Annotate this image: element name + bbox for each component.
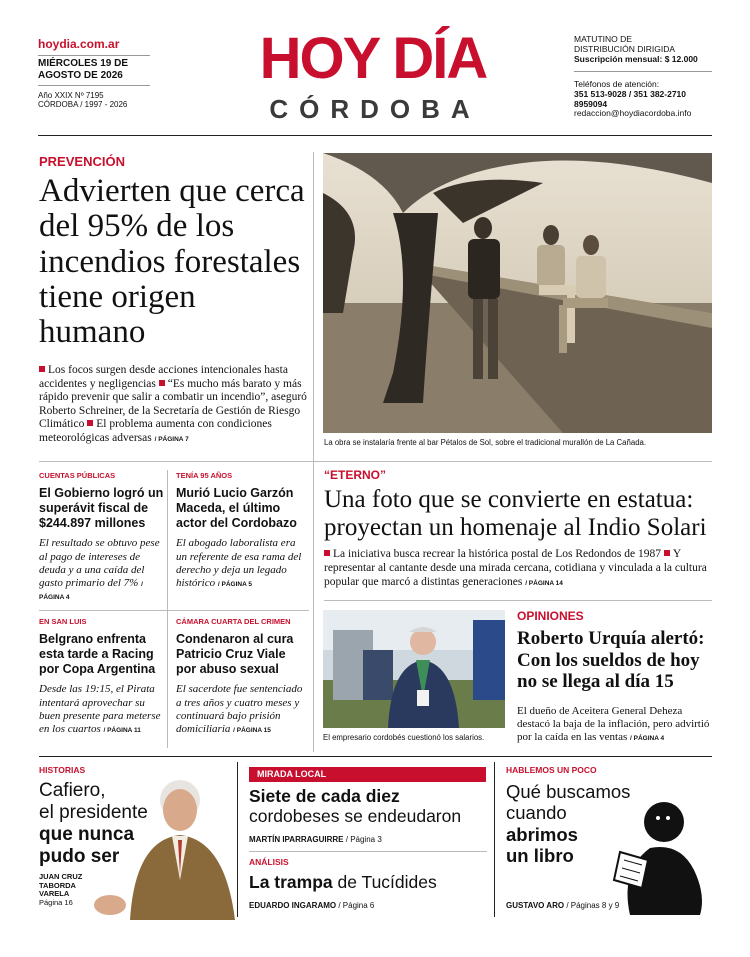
analisis-kicker: ANÁLISIS xyxy=(249,857,289,867)
solari-summary: La iniciativa busca recrear la histórica postal de Los Redondos de 1987 Y representar al cantante desde una mirada cercana, cotidiana y vinculada a la cultura popular que marcó a distintas generaciones / PÁGINA 14 xyxy=(324,548,707,588)
brief-garzon[interactable]: TENÍA 95 AÑOS Murió Lucio Garzón Maceda, el último actor del Cordobazo El abogado laboralista era un referente de esa rama del derecho y deja un legado histórico / PÁGINA 5 xyxy=(176,471,302,589)
mirada-kicker: MIRADA LOCAL xyxy=(249,767,486,782)
historias-author: JUAN CRUZ TABORDA VARELA Página 16 xyxy=(39,872,83,907)
mirada-author: MARTÍN IPARRAGUIRRE / Página 3 xyxy=(249,835,382,844)
solari-photo[interactable] xyxy=(323,153,712,433)
cafiero-portrait xyxy=(90,770,235,920)
urquia-headline[interactable]: Roberto Urquía alertó: Con los sueldos de hoy no se llega al día 15 xyxy=(517,628,705,693)
mirada-headline[interactable]: Siete de cada diez cordobeses se endeudaron xyxy=(249,786,462,827)
brief-fiscal[interactable]: CUENTAS PÚBLICAS El Gobierno logró un superávit fiscal de $244.897 millones El resultado se obtuvo pese al pago de intereses de deuda y a una caída del gasto primario del 7% / PÁGINA 4 xyxy=(39,471,164,602)
cafiero-image xyxy=(90,770,235,920)
urquia-photo[interactable] xyxy=(323,610,505,728)
lead-kicker: PREVENCIÓN xyxy=(39,154,125,169)
brief-belgrano[interactable]: EN SAN LUIS Belgrano enfrenta esta tarde a Racing por Copa Argentina Desde las 19:15, el Pirata intentará aprovechar su buen presente para meterse en los cuartos / PÁGINA 11 xyxy=(39,617,161,735)
sepia-photo-image xyxy=(323,153,712,433)
brief-viale[interactable]: CÁMARA CUARTA DEL CRIMEN Condenaron al cura Patricio Cruz Viale por abuso sexual El sacerdote fue sentenciado a tres años y cuatro meses y continuará bajo prisión domiciliaria / PÁGINA 15 xyxy=(176,617,303,735)
historias-kicker: HISTORIAS xyxy=(39,765,86,775)
historias-headline[interactable]: Cafiero, el presidente que nunca pudo ser xyxy=(39,780,148,867)
hablemos-kicker: HABLEMOS UN POCO xyxy=(506,765,597,775)
issue-info: Año XXIX Nº 7195 CÓRDOBA / 1997 - 2026 xyxy=(38,91,128,110)
solari-kicker: “ETERNO” xyxy=(324,468,387,482)
email-link[interactable]: redaccion@hoydiacordoba.info xyxy=(574,108,692,119)
distribution-info: MATUTINO DE DISTRIBUCIÓN DIRIGIDA Suscripción mensual: $ 12.000 xyxy=(574,34,698,64)
solari-headline[interactable]: Una foto que se convierte en estatua: proyectan un homenaje al Indio Solari xyxy=(324,486,707,541)
reader-image xyxy=(590,800,714,915)
urquia-caption: El empresario cordobés cuestionó los salarios. xyxy=(323,733,485,742)
analisis-author: EDUARDO INGARAMO / Página 6 xyxy=(249,901,375,910)
edition-date: MIÉRCOLES 19 DE AGOSTO DE 2026 xyxy=(38,58,129,81)
logo-main: HOY DÍA xyxy=(259,26,487,91)
urquia-photo-image xyxy=(323,610,505,728)
opiniones-kicker: OPINIONES xyxy=(517,609,584,623)
logo-sub: CÓRDOBA xyxy=(269,94,481,124)
lead-summary: Los focos surgen desde acciones intencionales hasta accidentes y negligencias “Es mucho más barato y más rápido prevenir que salir a combatir un incendio”, aseguró Roberto Schreiner, de la Secretaría de Gestión de Riesgo Climático El problema aumenta con condiciones meteorológicas adversas / PÁGINA 7 xyxy=(39,364,307,444)
reader-illustration xyxy=(590,800,714,915)
contact-info: Teléfonos de atención: 351 513-9028 / 351 382-2710 8959094 redaccion@hoydiacordoba.info xyxy=(574,79,692,119)
lead-headline[interactable]: Advierten que cerca del 95% de los incendios forestales tiene origen humano xyxy=(39,173,305,351)
urquia-summary: El dueño de Aceitera General Deheza destacó la baja de la inflación, pero advirtió por la caída en las ventas / PÁGINA 4 xyxy=(517,705,710,744)
site-url[interactable]: hoydia.com.ar xyxy=(38,37,120,51)
analisis-headline[interactable]: La trampa de Tucídides xyxy=(249,872,437,892)
hablemos-headline[interactable]: Qué buscamos cuando abrimos un libro xyxy=(506,781,631,866)
hablemos-author: GUSTAVO ARO / Páginas 8 y 9 xyxy=(506,901,620,910)
photo-caption: La obra se instalaría frente al bar Pétalos de Sol, sobre el tradicional murallón de La Cañada. xyxy=(324,438,647,447)
